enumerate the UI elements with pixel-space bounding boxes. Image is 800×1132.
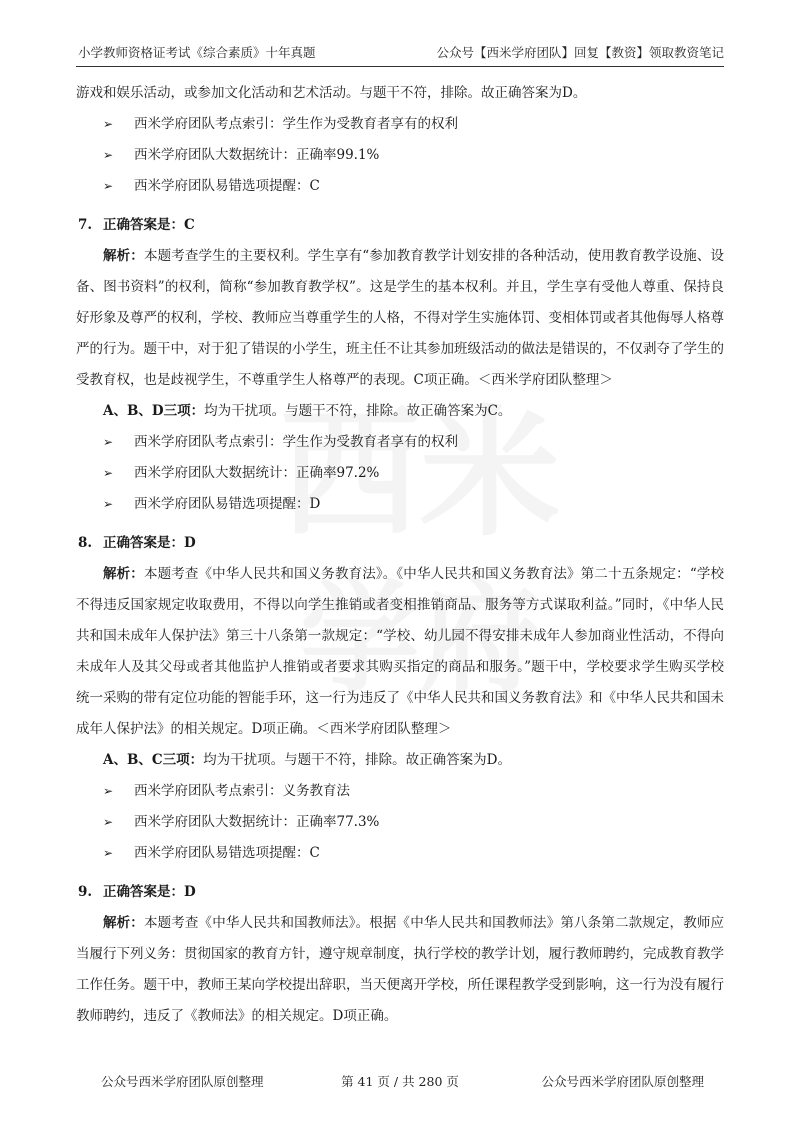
arrowhead-bullet-icon: ➢ xyxy=(103,148,114,162)
footer-left-credit: 公众号西米学府团队原创整理 xyxy=(101,1074,264,1089)
page-content xyxy=(76,78,724,1032)
question-8-heading: 8. 正确答案是：D xyxy=(78,535,196,551)
list-item: ➢ 西米学府团队大数据统计：正确率99.1% xyxy=(76,140,724,171)
question-7-analysis: 解析：本题考查学生的主要权利。学生享有“参加教育教学计划安排的各种活动，使用教育教学设施、设备、图书资料”的权利，简称“参加教育教学权”。这是学生的基本权利。并且，学生享有受他人尊重、保持良好形象及尊严的权利，学校、教师应当尊重学生的人格，不得对学生实施体罚、变相体罚或者其他侮辱人格尊严的行为。题干中，对于犯了错误的小学生，班主任不让其参加班级活动的做法是错误的，不仅剥夺了学生的受教育权，也是歧视学生，不尊重学生人格尊严的表现。C项正确。＜西米学府团队整理＞ xyxy=(76,248,725,388)
question-7-heading: 7. 正确答案是：C xyxy=(78,217,195,233)
list-item: ➢ 西米学府团队考点索引：学生作为受教育者享有的权利 xyxy=(76,109,724,140)
question-8-analysis: 解析：本题考查《中华人民共和国义务教育法》。《中华人民共和国义务教育法》第二十五条规定：“学校不得违反国家规定收取费用，不得以向学生推销或者变相推销商品、服务等方式谋取利益。”同时，《中华人民共和国未成年人保护法》第三十八条第一款规定：“学校、幼儿园不得安排未成年人参加商业性活动，不得向未成年人及其父母或者其他监护人推销或者要求其购买指定的商品和服务。”题干中，学校要求学生购买学校统一采购的带有定位功能的智能手环，这一行为违反了《中华人民共和国义务教育法》和《中华人民共和国未成年人保护法》的相关规定。D项正确。＜西米学府团队整理＞ xyxy=(76,566,725,737)
question-9-heading: 9. 正确答案是：D xyxy=(78,884,196,900)
question-9-analysis: 解析：本题考查《中华人民共和国教师法》。根据《中华人民共和国教师法》第八条第二款规定，教师应当履行下列义务：贯彻国家的教育方针，遵守规章制度，执行学校的教学计划，履行教师聘约，完成教育教学工作任务。题干中，教师王某向学校提出辞职，当天便离开学校，所任课程教学受到影响，这一行为没有履行教师聘约，违反了《教师法》的相关规定。D项正确。 xyxy=(76,915,725,1024)
list-item: ➢ 西米学府团队考点索引：义务教育法 xyxy=(76,776,724,807)
page-footer xyxy=(76,1072,724,1092)
question-7-other-options: A、B、D三项：均为干扰项。与题干不符，排除。故正确答案为C。 xyxy=(103,403,512,419)
list-item: ➢ 西米学府团队易错选项提醒：D xyxy=(76,489,724,520)
page-header xyxy=(76,40,724,67)
list-item: ➢ 西米学府团队易错选项提醒：C xyxy=(76,171,724,202)
list-item: ➢ 西米学府团队大数据统计：正确率97.2% xyxy=(76,458,724,489)
footer-right-credit: 公众号西米学府团队原创整理 xyxy=(541,1074,704,1089)
arrowhead-bullet-icon: ➢ xyxy=(103,179,114,193)
arrowhead-bullet-icon: ➢ xyxy=(103,784,114,798)
arrowhead-bullet-icon: ➢ xyxy=(103,435,114,449)
page-number: 第 41 页 / 共 280 页 xyxy=(341,1074,459,1089)
arrowhead-bullet-icon: ➢ xyxy=(103,497,114,511)
header-book-title: 小学教师资格证考试《综合素质》十年真题 xyxy=(78,45,316,60)
arrowhead-bullet-icon: ➢ xyxy=(103,846,114,860)
header-promo-text: 公众号【西米学府团队】回复【教资】领取教资笔记 xyxy=(436,45,724,60)
arrowhead-bullet-icon: ➢ xyxy=(103,117,114,131)
arrowhead-bullet-icon: ➢ xyxy=(103,815,114,829)
list-item: ➢ 西米学府团队考点索引：学生作为受教育者享有的权利 xyxy=(76,427,724,458)
arrowhead-bullet-icon: ➢ xyxy=(103,466,114,480)
question-8-other-options: A、B、C三项：均为干扰项。与题干不符，排除。故正确答案为D。 xyxy=(103,752,511,768)
continuation-text: 游戏和娱乐活动，或参加文化活动和艺术活动。与题干不符，排除。故正确答案为D。 xyxy=(76,85,587,101)
list-item: ➢ 西米学府团队大数据统计：正确率77.3% xyxy=(76,807,724,838)
list-item: ➢ 西米学府团队易错选项提醒：C xyxy=(76,838,724,869)
